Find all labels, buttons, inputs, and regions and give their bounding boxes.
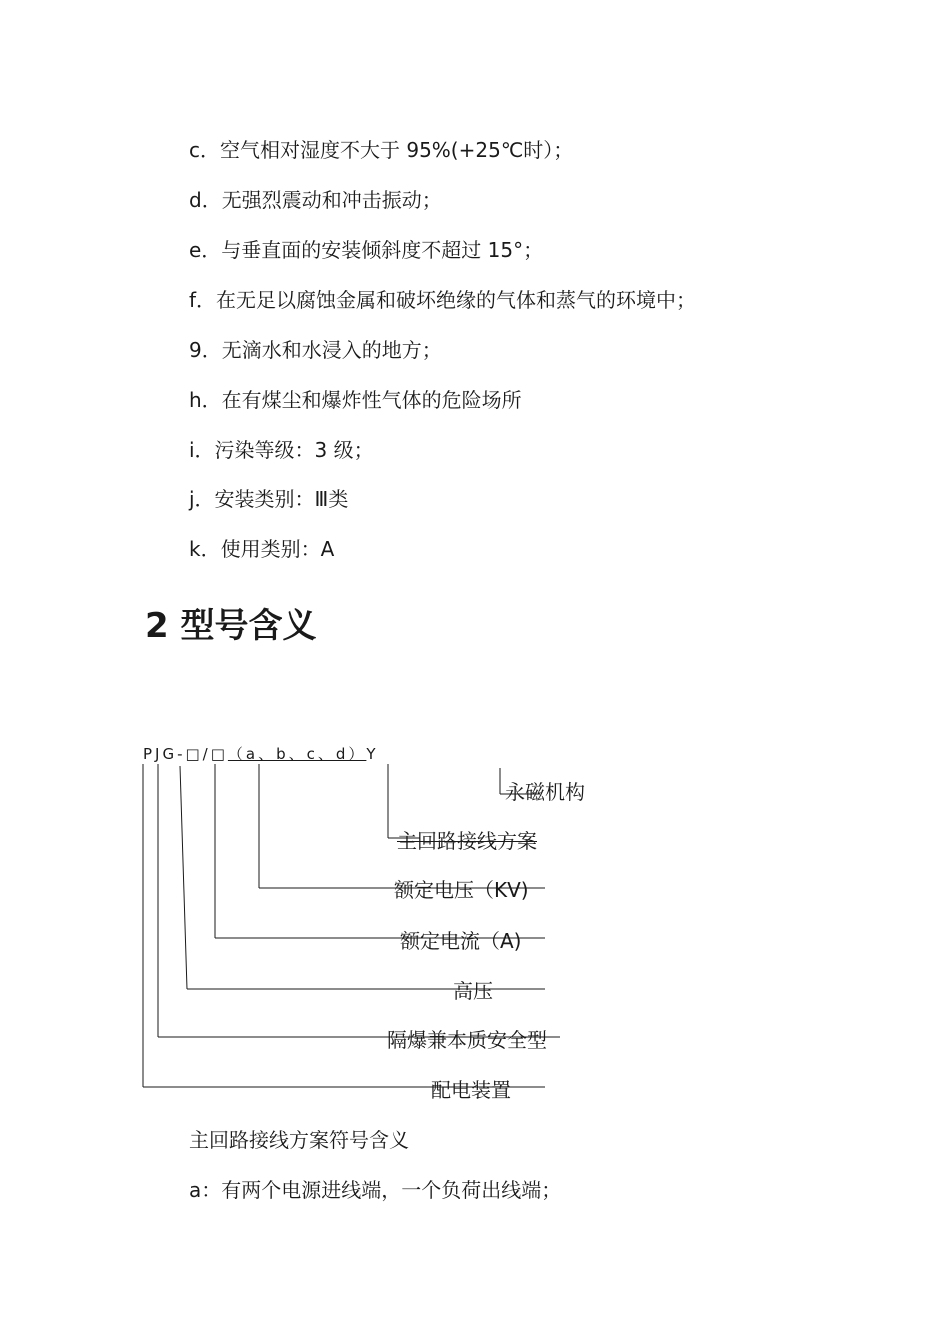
label-rated-voltage: 额定电压（KV): [394, 878, 529, 902]
condition-f: f．在无足以腐蚀金属和破坏绝缘的气体和蒸气的环境中；: [189, 288, 697, 312]
condition-c: c．空气相对湿度不大于 95%(+25℃时）；: [189, 138, 574, 162]
section-heading: 2 型号含义: [145, 606, 317, 646]
condition-i: i．污染等级：3 级；: [189, 438, 374, 462]
model-code-suffix: Y: [366, 745, 379, 763]
label-permanent-magnet: 永磁机构: [505, 780, 585, 804]
model-code-options: （a、b、c、d）: [227, 745, 367, 763]
label-distribution: 配电装置: [431, 1078, 511, 1102]
leader-high-voltage: [180, 766, 187, 989]
condition-k: k．使用类别：A: [189, 537, 335, 561]
model-code-prefix: PJG-□/□: [143, 745, 228, 763]
symbol-heading: 主回路接线方案符号含义: [189, 1128, 409, 1152]
condition-e: e．与垂直面的安装倾斜度不超过 15°；: [189, 238, 544, 262]
condition-g: 9．无滴水和水浸入的地方；: [189, 338, 442, 362]
condition-j: j．安装类别：Ⅲ类: [189, 487, 349, 511]
condition-d: d．无强烈震动和冲击振动；: [189, 188, 442, 212]
label-high-voltage: 高压: [453, 979, 493, 1003]
label-flameproof: 隔爆兼本质安全型: [387, 1028, 547, 1052]
condition-h: h．在有煤尘和爆炸性气体的危险场所: [189, 388, 522, 412]
label-main-circuit: 主回路接线方案: [397, 829, 537, 853]
symbol-a: a：有两个电源进线端，一个负荷出线端；: [189, 1178, 562, 1202]
label-rated-current: 额定电流（A): [400, 929, 522, 953]
